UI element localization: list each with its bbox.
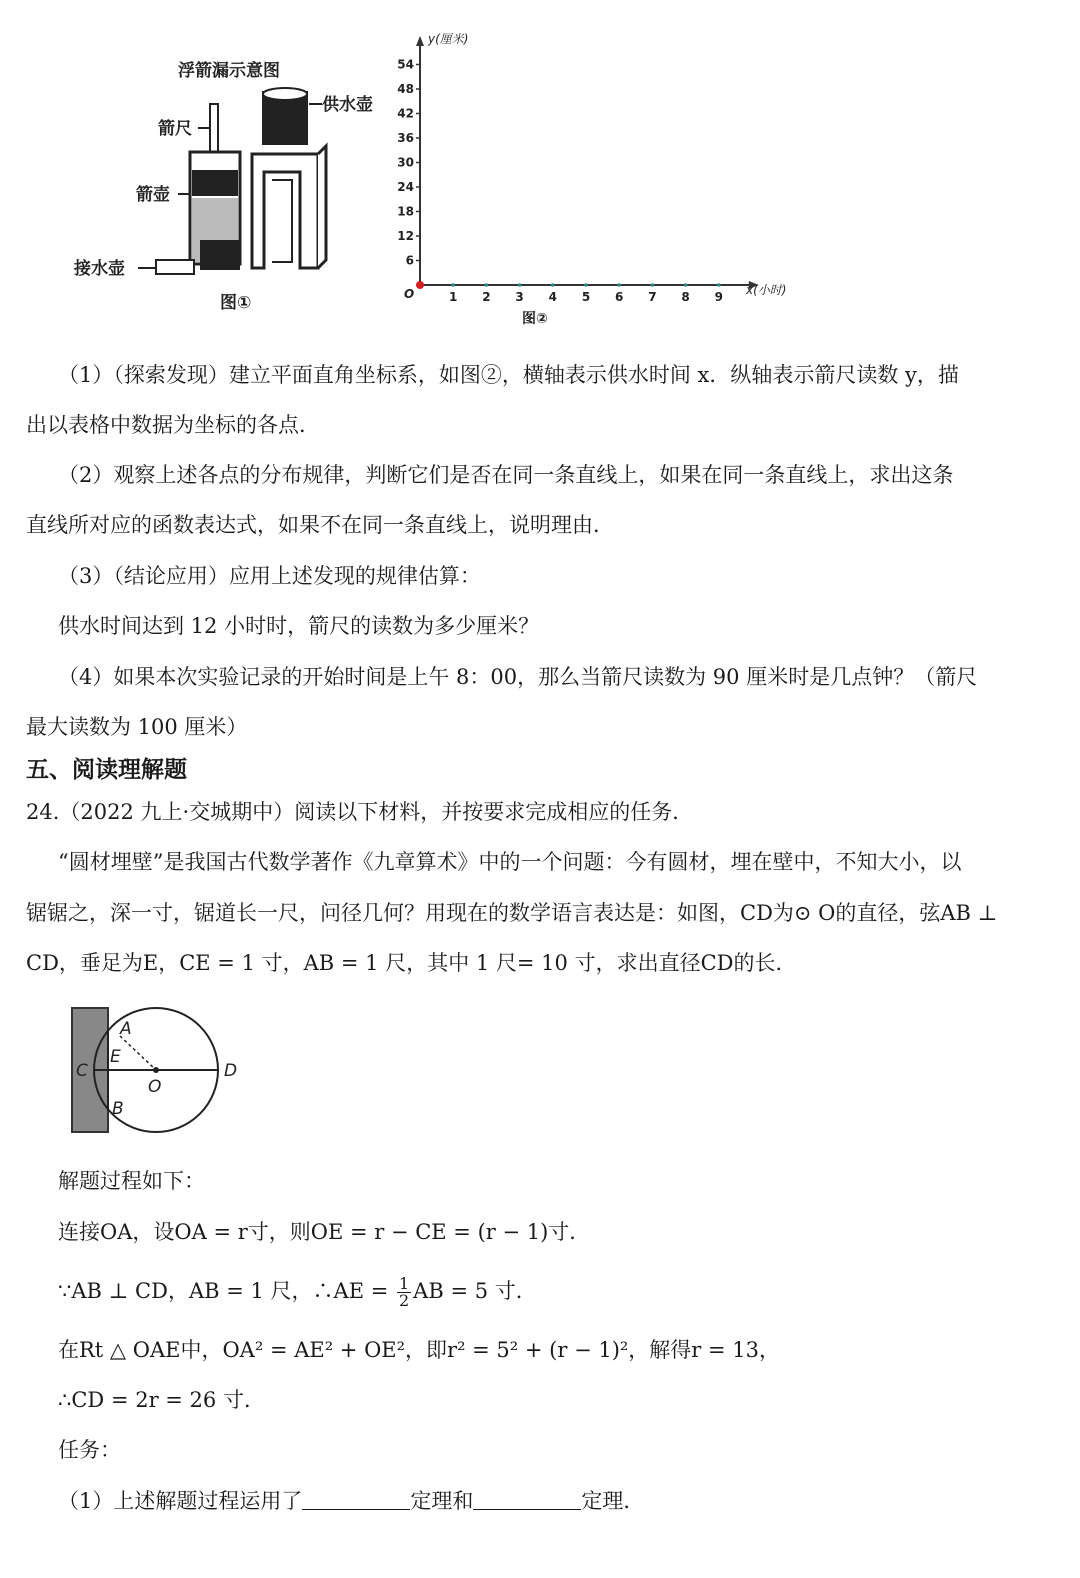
y-tick-label: 36 — [397, 131, 414, 145]
y-tick-label: 48 — [397, 82, 414, 96]
figure2-caption: 图② — [522, 311, 548, 327]
x-tick-label: 4 — [548, 290, 557, 304]
question-3-line-2: 供水时间达到 12 小时时，箭尺的读数为多少厘米？ — [58, 614, 540, 638]
label-gongshuihu: 供水壶 — [322, 95, 373, 115]
x-tick-label: 1 — [449, 290, 458, 304]
question-1-line-1: （1）（探索发现）建立平面直角坐标系，如图②，横轴表示供水时间 x．纵轴表示箭尺读数 y，描 — [58, 363, 959, 387]
step-2-before-fraction: ∵AB ⊥ CD，AB = 1 尺，∴AE = — [58, 1279, 395, 1303]
y-tick-label: 12 — [397, 229, 414, 243]
question-3-line-1: （3）（结论应用）应用上述发现的规律估算： — [58, 564, 481, 588]
y-axis-label: y(厘米) — [428, 32, 469, 46]
x-tick-label: 5 — [581, 290, 591, 304]
arrow-vessel-top-band — [192, 170, 238, 196]
x-tick-mark — [551, 283, 555, 287]
task-1-middle: 定理和 — [410, 1489, 474, 1513]
section-heading: 五、阅读理解题 — [26, 757, 187, 783]
center-point — [153, 1067, 159, 1073]
x-tick-mark — [451, 283, 455, 287]
solution-step-3: 在Rt △ OAE中，OA² = AE² + OE²，即r² = 5² + (r − 1)²，解得r = 13， — [58, 1338, 781, 1362]
segment-oa — [120, 1036, 156, 1070]
label-o: O — [148, 1077, 162, 1097]
x-tick-label: 6 — [615, 290, 624, 304]
problem-para-3: CD，垂足为E，CE = 1 寸，AB = 1 尺，其中 1 尺= 10 寸，求出直径CD的长． — [26, 951, 797, 975]
step-2-after-fraction: AB = 5 寸． — [413, 1279, 537, 1303]
label-d: D — [224, 1061, 238, 1081]
x-tick-mark — [717, 283, 721, 287]
task-1 — [58, 1486, 644, 1516]
task-label: 任务： — [58, 1438, 121, 1462]
label-jieshuihu: 接水壶 — [74, 259, 125, 279]
figure-water-clock — [60, 40, 400, 330]
question-4-line-2: 最大读数为 100 厘米） — [26, 715, 248, 739]
problem-para-2: 锯锯之，深一寸，锯道长一尺，问径几何？用现在的数学语言表达是：如图，CD为⊙ O的直径，弦AB ⊥ — [26, 901, 998, 925]
x-tick-mark — [651, 283, 655, 287]
x-tick-mark — [518, 283, 522, 287]
figure-coordinate-chart — [390, 30, 800, 340]
x-axis-label: x(小时) — [746, 283, 787, 297]
x-tick-mark — [485, 283, 489, 287]
y-tick-label: 18 — [397, 204, 414, 219]
problem-24-title: 24.（2022 九上·交城期中）阅读以下材料，并按要求完成相应的任务． — [26, 800, 694, 824]
y-tick-label: 42 — [397, 106, 414, 121]
x-tick-label: 8 — [681, 290, 690, 304]
y-tick-label: 24 — [397, 180, 414, 194]
fraction-denominator: 2 — [398, 1291, 410, 1310]
task-1-suffix: 定理． — [581, 1489, 645, 1513]
arrow-vessel-base — [200, 240, 240, 270]
supply-pot-rim — [263, 88, 307, 100]
y-axis-arrow — [416, 36, 424, 46]
question-1-line-2: 出以表格中数据为坐标的各点． — [26, 413, 320, 437]
y-tick-label: 6 — [405, 253, 414, 268]
x-tick-label: 2 — [482, 290, 491, 304]
y-tick-label: 30 — [397, 155, 414, 170]
figure1-title: 浮箭漏示意图 — [178, 61, 280, 81]
problem-para-1: “圆材埋壁”是我国古代数学著作《九章算术》中的一个问题：今有圆材，埋在壁中，不知大小，以 — [58, 850, 962, 874]
label-jianchi: 箭尺 — [158, 119, 192, 139]
solution-step-1: 连接OA，设OA = r寸，则OE = r − CE = (r − 1)寸． — [58, 1220, 591, 1244]
question-4-line-1: （4）如果本次实验记录的开始时间是上午 8：00，那么当箭尺读数为 90 厘米时是几点钟？（箭尺 — [58, 665, 978, 689]
origin-label: O — [404, 287, 415, 301]
x-tick-label: 3 — [515, 290, 524, 304]
catch-pot — [156, 260, 194, 274]
answer-blank-2[interactable] — [473, 1487, 581, 1510]
one-half-fraction — [397, 1276, 411, 1309]
answer-blank-1[interactable] — [302, 1487, 410, 1510]
label-b: B — [112, 1099, 124, 1119]
task-1-prefix: （1）上述解题过程运用了 — [58, 1489, 303, 1513]
x-tick-label: 9 — [714, 290, 723, 304]
question-2-line-1: （2）观察上述各点的分布规律，判断它们是否在同一条直线上，如果在同一条直线上，求出这条 — [58, 463, 954, 487]
label-jianhu: 箭壶 — [136, 185, 170, 205]
solution-step-2 — [58, 1276, 537, 1309]
supply-stand-side — [318, 146, 326, 268]
x-tick-mark — [584, 283, 588, 287]
fraction-numerator: 1 — [398, 1274, 410, 1293]
solution-intro: 解题过程如下： — [58, 1169, 205, 1193]
x-tick-mark — [684, 283, 688, 287]
x-tick-label: 7 — [648, 290, 657, 304]
data-point — [416, 281, 424, 289]
figure1-caption: 图① — [220, 293, 252, 313]
supply-stand-inner — [272, 180, 292, 262]
label-a: A — [120, 1019, 132, 1039]
x-tick-mark — [617, 283, 621, 287]
question-2-line-2: 直线所对应的函数表达式，如果不在同一条直线上，说明理由． — [26, 513, 614, 537]
y-tick-label: 54 — [397, 57, 414, 72]
solution-step-4: ∴CD = 2r = 26 寸． — [58, 1388, 265, 1412]
figure-circle-in-wall — [62, 1000, 252, 1140]
label-e: E — [110, 1047, 121, 1067]
label-c: C — [76, 1061, 88, 1081]
supply-stand — [252, 154, 318, 268]
